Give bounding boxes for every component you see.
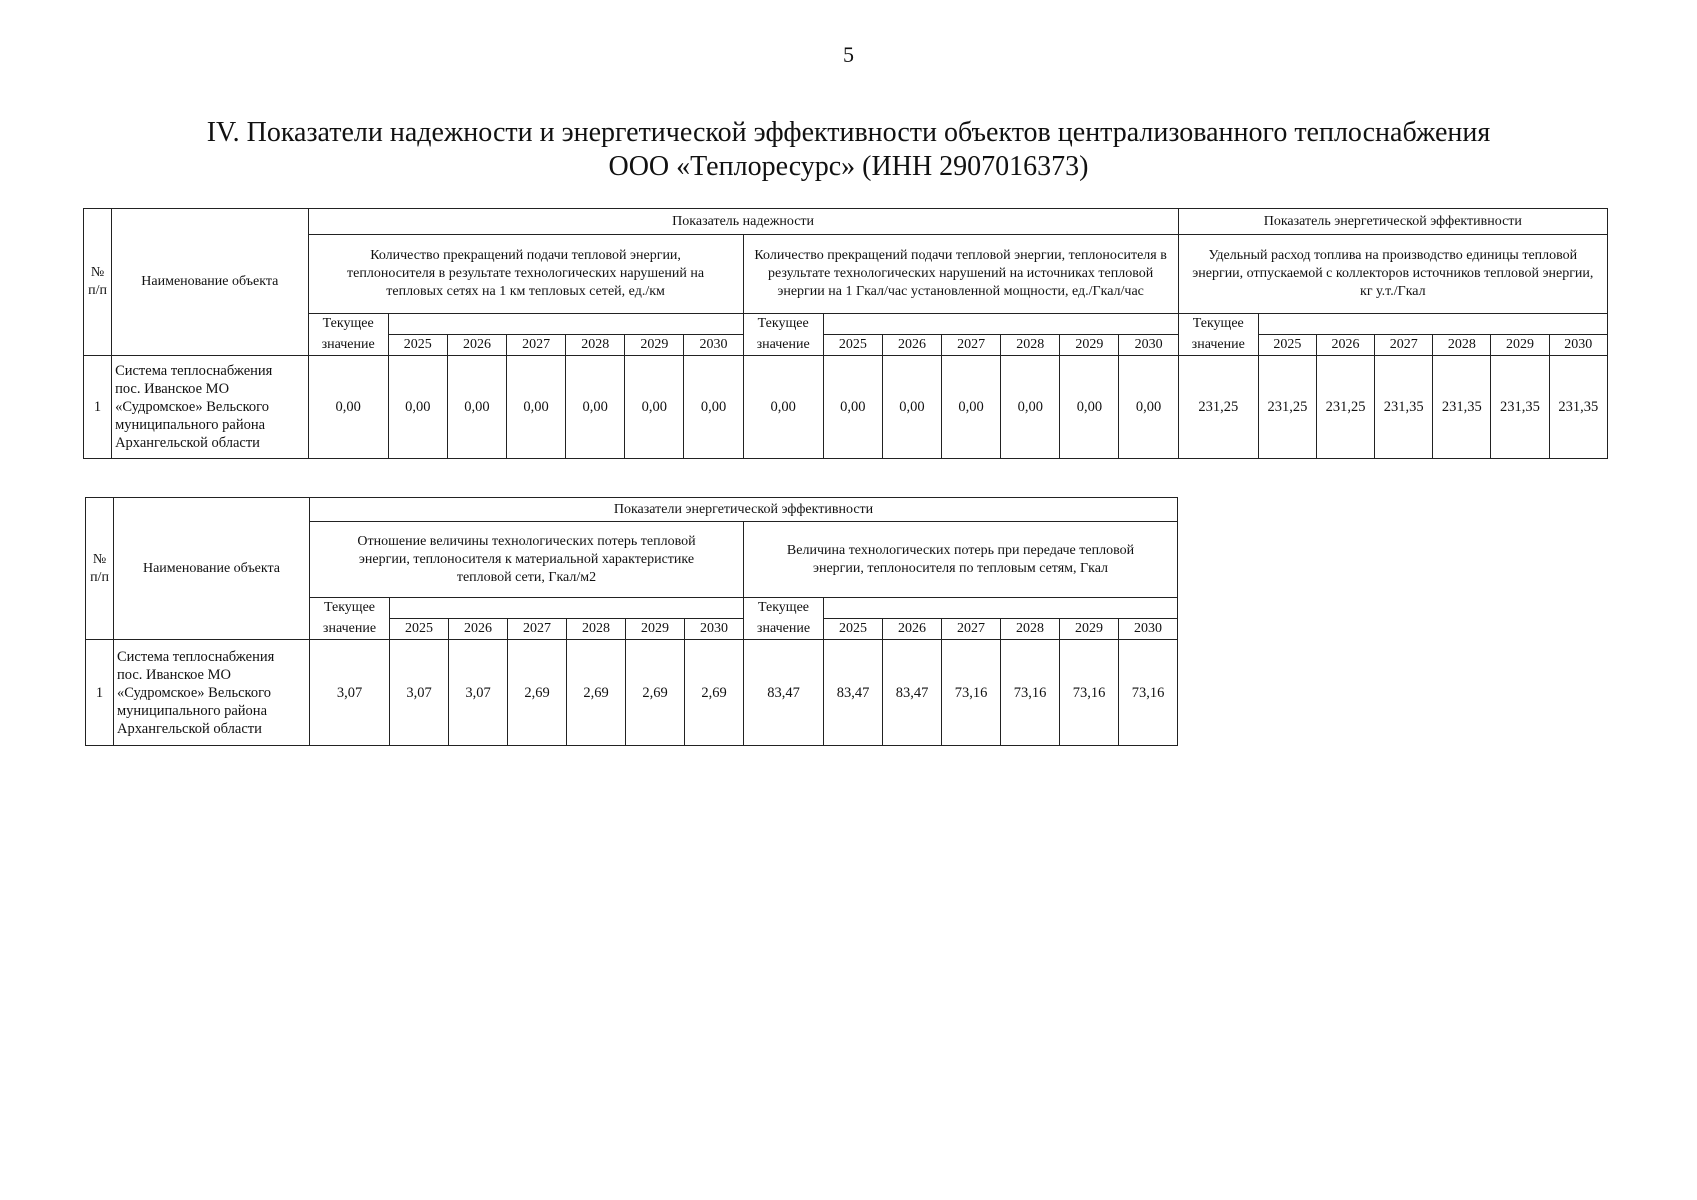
year-header: 2027 <box>508 619 567 640</box>
table-row <box>84 356 1608 459</box>
year-header: 2029 <box>625 335 684 356</box>
year-header: 2026 <box>882 335 941 356</box>
object-name-line: Архангельской области <box>115 435 260 451</box>
value-cell: 73,16 <box>1060 640 1119 746</box>
year-header: 2029 <box>1060 335 1119 356</box>
col-header-num: № п/п <box>84 209 112 356</box>
value-cell: 0,00 <box>507 356 566 459</box>
year-header: 2028 <box>567 619 626 640</box>
year-header: 2030 <box>684 335 743 356</box>
year-header: 2029 <box>1060 619 1119 640</box>
value-cell: 0,00 <box>684 356 743 459</box>
value-cell: 2,69 <box>685 640 744 746</box>
value-cell: 0,00 <box>882 356 941 459</box>
value-cell: 231,35 <box>1375 356 1433 459</box>
efficiency-losses-table <box>85 497 1178 746</box>
year-header: 2027 <box>1375 335 1433 356</box>
value-cell: 0,00 <box>823 356 882 459</box>
years-group-header <box>1258 314 1607 335</box>
year-header: 2029 <box>626 619 685 640</box>
year-header: 2026 <box>447 335 506 356</box>
indicator-header-transmission-losses: Величина технологических потерь при передаче тепловой энергии, теплоносителя по тепловым сетям, Гкал <box>744 522 1178 598</box>
year-header: 2030 <box>1549 335 1607 356</box>
year-header: 2025 <box>824 619 883 640</box>
page-number: 5 <box>843 42 854 67</box>
current-value-header-bottom: значение <box>1178 335 1258 356</box>
value-cell: 0,00 <box>743 356 823 459</box>
year-header: 2030 <box>1119 619 1178 640</box>
col-header-name: Наименование объекта <box>114 498 310 640</box>
row-num: 1 <box>84 356 112 459</box>
value-cell: 73,16 <box>942 640 1001 746</box>
year-header: 2029 <box>1491 335 1549 356</box>
value-cell: 2,69 <box>567 640 626 746</box>
object-name <box>112 356 308 459</box>
year-header: 2026 <box>1316 335 1374 356</box>
object-name-line: муниципального района <box>117 702 267 719</box>
row-num: 1 <box>86 640 114 746</box>
value-cell: 0,00 <box>1001 356 1060 459</box>
years-group-header <box>823 314 1178 335</box>
indicator-header-fuel-consumption: Удельный расход топлива на производство единицы тепловой энергии, отпускаемой с коллекторов источников тепловой энергии, кг у.т./Гкал <box>1178 235 1607 314</box>
current-value-header: Текущее <box>310 598 390 619</box>
year-header: 2025 <box>388 335 447 356</box>
col-header-name: Наименование объекта <box>112 209 308 356</box>
title-line-1: IV. Показатели надежности и энергетической эффективности объектов централизованного теплоснабжения <box>206 117 1491 148</box>
year-header: 2026 <box>883 619 942 640</box>
object-name-line: Система теплоснабжения <box>115 363 273 379</box>
value-cell: 83,47 <box>744 640 824 746</box>
group-header-efficiency: Показатели энергетической эффективности <box>310 498 1178 522</box>
years-group-header <box>824 598 1178 619</box>
group-header-reliability: Показатель надежности <box>308 209 1178 235</box>
value-cell: 3,07 <box>449 640 508 746</box>
value-cell: 231,35 <box>1433 356 1491 459</box>
years-group-header <box>388 314 743 335</box>
current-value-header: Текущее <box>308 314 388 335</box>
current-value-header-bottom: значение <box>308 335 388 356</box>
value-cell: 0,00 <box>447 356 506 459</box>
year-header: 2027 <box>942 335 1001 356</box>
current-value-header-bottom: значение <box>744 619 824 640</box>
year-header: 2026 <box>449 619 508 640</box>
year-header: 2025 <box>823 335 882 356</box>
indicator-header-loss-ratio: Отношение величины технологических потерь тепловой энергии, теплоносителя к материальной характеристике тепловой сети, Гкал/м2 <box>310 522 744 598</box>
year-header: 2028 <box>1001 335 1060 356</box>
value-cell: 0,00 <box>308 356 388 459</box>
years-group-header <box>390 598 744 619</box>
object-name-line: пос. Иванское МО <box>115 381 230 397</box>
document-title <box>0 116 1697 184</box>
table-row <box>86 640 1178 746</box>
value-cell: 73,16 <box>1119 640 1178 746</box>
year-header: 2027 <box>507 335 566 356</box>
current-value-header: Текущее <box>1178 314 1258 335</box>
value-cell: 231,25 <box>1316 356 1374 459</box>
col-header-num: № п/п <box>86 498 114 640</box>
object-name-line: «Судромское» Вельского <box>117 684 271 701</box>
value-cell: 231,35 <box>1549 356 1607 459</box>
value-cell: 3,07 <box>310 640 390 746</box>
value-cell: 83,47 <box>824 640 883 746</box>
value-cell: 0,00 <box>388 356 447 459</box>
indicator-header-network-interruptions: Количество прекращений подачи тепловой энергии, теплоносителя в результате технологических нарушений на тепловых сетях на 1 км тепловых сетей, ед./км <box>308 235 743 314</box>
value-cell: 0,00 <box>625 356 684 459</box>
value-cell: 0,00 <box>1060 356 1119 459</box>
value-cell: 231,25 <box>1258 356 1316 459</box>
object-name-line: «Судромское» Вельского <box>115 399 270 415</box>
value-cell: 73,16 <box>1001 640 1060 746</box>
value-cell: 231,35 <box>1491 356 1549 459</box>
year-header: 2028 <box>1001 619 1060 640</box>
year-header: 2025 <box>1258 335 1316 356</box>
year-header: 2025 <box>390 619 449 640</box>
year-header: 2028 <box>1433 335 1491 356</box>
group-header-efficiency: Показатель энергетической эффективности <box>1178 209 1607 235</box>
object-name-line: пос. Иванское МО <box>117 666 231 683</box>
current-value-header: Текущее <box>743 314 823 335</box>
year-header: 2028 <box>566 335 625 356</box>
current-value-header-bottom: значение <box>743 335 823 356</box>
value-cell: 231,25 <box>1178 356 1258 459</box>
value-cell: 2,69 <box>508 640 567 746</box>
value-cell: 0,00 <box>566 356 625 459</box>
object-name <box>114 640 310 746</box>
reliability-efficiency-table <box>83 208 1608 459</box>
year-header: 2027 <box>942 619 1001 640</box>
object-name-line: Система теплоснабжения <box>117 648 275 665</box>
value-cell: 3,07 <box>390 640 449 746</box>
value-cell: 2,69 <box>626 640 685 746</box>
current-value-header: Текущее <box>744 598 824 619</box>
year-header: 2030 <box>1119 335 1178 356</box>
value-cell: 0,00 <box>942 356 1001 459</box>
value-cell: 83,47 <box>883 640 942 746</box>
indicator-header-source-interruptions: Количество прекращений подачи тепловой энергии, теплоносителя в результате технологических нарушений на источниках тепловой энергии на 1 Гкал/час установленной мощности, ед./Гкал/час <box>743 235 1178 314</box>
object-name-line: муниципального района <box>115 417 266 433</box>
object-name-line: Архангельской области <box>117 720 262 737</box>
title-line-2: ООО «Теплоресурс» (ИНН 2907016373) <box>608 151 1089 182</box>
current-value-header-bottom: значение <box>310 619 390 640</box>
year-header: 2030 <box>685 619 744 640</box>
value-cell: 0,00 <box>1119 356 1178 459</box>
